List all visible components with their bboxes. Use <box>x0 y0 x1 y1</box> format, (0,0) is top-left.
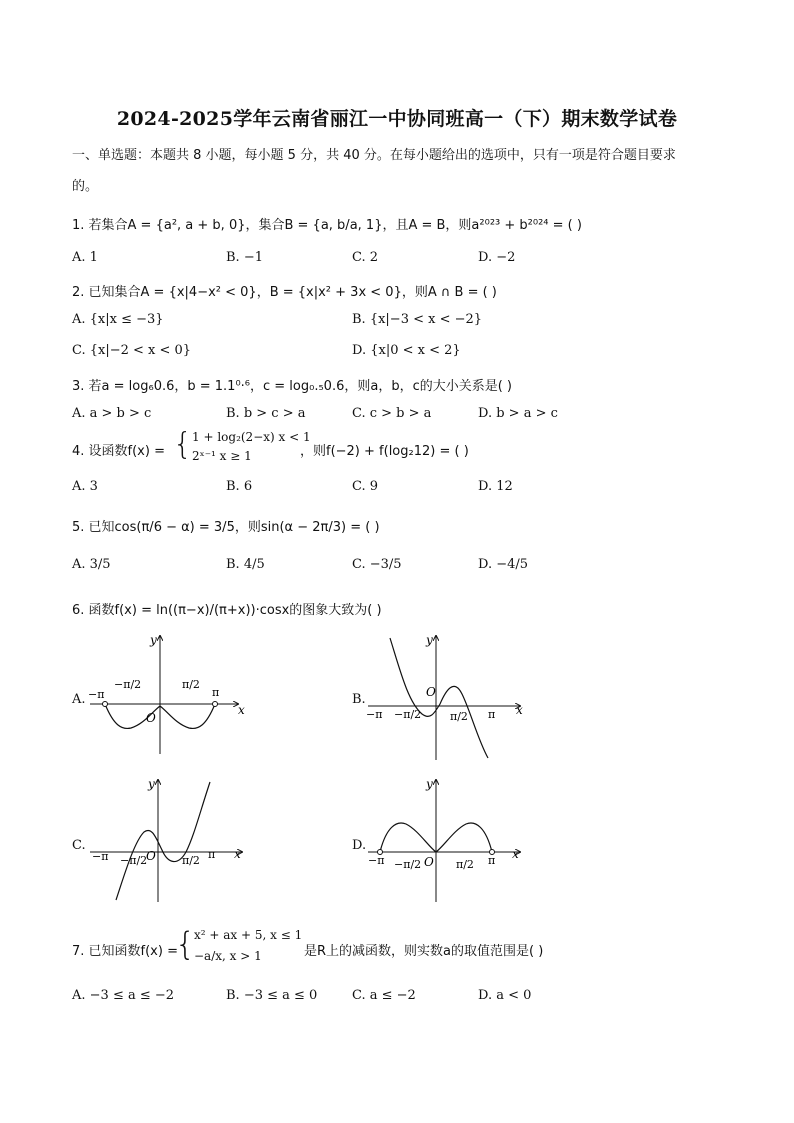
q3-option-b: B. b > c > a <box>226 406 306 421</box>
svg-text:y: y <box>426 633 433 647</box>
question-7-stem-suffix: 是R上的减函数，则实数a的取值范围是( ) <box>304 944 544 959</box>
graph-d <box>364 776 534 906</box>
q2-option-d: D. {x|0 < x < 2} <box>352 343 461 358</box>
section-heading-line1: 一、单选题：本题共 8 小题，每小题 5 分，共 40 分。在每小题给出的选项中，只有一项是符合题目要求 <box>72 148 676 163</box>
x-label: x <box>238 703 245 717</box>
svg-text:O: O <box>424 855 434 869</box>
q6-option-c-label: C. <box>72 838 86 853</box>
q1-option-b: B. −1 <box>226 250 263 265</box>
q7-case-2: −a/x, x > 1 <box>194 949 262 963</box>
page-title: 2024-2025学年云南省丽江一中协同班高一（下）期末数学试卷 <box>116 108 678 130</box>
question-6-stem: 6. 函数f(x) = ln((π−x)/(π+x))·cosx的图象大致为( ) <box>72 603 382 618</box>
q6-option-b-label: B. <box>352 692 366 707</box>
q3-option-a: A. a > b > c <box>72 406 152 421</box>
origin-label: O <box>146 711 156 725</box>
question-7-stem-prefix: 7. 已知函数f(x) = <box>72 944 178 959</box>
svg-text:−π/2: −π/2 <box>120 854 148 867</box>
svg-text:−π: −π <box>92 850 109 863</box>
q1-option-a: A. 1 <box>72 250 98 265</box>
q4-brace: { <box>173 427 193 462</box>
q1-option-c: C. 2 <box>352 250 379 265</box>
q7-option-d: D. a < 0 <box>478 988 532 1003</box>
q7-option-c: C. a ≤ −2 <box>352 988 416 1003</box>
svg-text:π: π <box>488 854 496 867</box>
svg-text:−π: −π <box>366 708 383 721</box>
q7-brace: { <box>175 925 196 963</box>
svg-text:x: x <box>512 847 519 861</box>
svg-text:−π: −π <box>368 854 385 867</box>
q5-option-d: D. −4/5 <box>478 557 529 572</box>
svg-text:π/2: π/2 <box>456 858 474 871</box>
q4-option-c: C. 9 <box>352 479 379 494</box>
svg-text:y: y <box>426 777 433 791</box>
q5-option-a: A. 3/5 <box>72 557 111 572</box>
q1-option-d: D. −2 <box>478 250 516 265</box>
svg-text:O: O <box>426 685 436 699</box>
q7-option-a: A. −3 ≤ a ≤ −2 <box>72 988 175 1003</box>
svg-text:π: π <box>488 708 496 721</box>
neg-half-pi-label: −π/2 <box>114 678 142 691</box>
question-4-stem-suffix: ，则f(−2) + f(log₂12) = ( ) <box>300 444 469 459</box>
q4-case-1: 1 + log₂(2−x) x < 1 <box>192 430 311 444</box>
q5-option-b: B. 4/5 <box>226 557 265 572</box>
half-pi-label: π/2 <box>182 678 200 691</box>
q2-option-b: B. {x|−3 < x < −2} <box>352 312 483 327</box>
q7-option-b: B. −3 ≤ a ≤ 0 <box>226 988 318 1003</box>
section-heading-line2: 的。 <box>72 179 99 194</box>
svg-text:−π/2: −π/2 <box>394 858 422 871</box>
q2-option-c: C. {x|−2 < x < 0} <box>72 343 192 358</box>
q4-option-d: D. 12 <box>478 479 513 494</box>
svg-text:x: x <box>234 847 241 861</box>
q3-option-d: D. b > a > c <box>478 406 558 421</box>
svg-text:−π/2: −π/2 <box>394 708 422 721</box>
question-3-stem: 3. 若a = log₆0.6，b = 1.1⁰·⁶，c = log₀.₅0.6，则a，b，c的大小关系是( ) <box>72 379 512 394</box>
pi-label: π <box>212 686 220 699</box>
svg-text:π/2: π/2 <box>182 854 200 867</box>
svg-text:π: π <box>208 848 216 861</box>
question-1-stem: 1. 若集合A = {a², a + b, 0}，集合B = {a, b/a, 1}，且A = B，则a²⁰²³ + b²⁰²⁴ = ( ) <box>72 218 582 233</box>
q2-option-a: A. {x|x ≤ −3} <box>72 312 164 327</box>
q3-option-c: C. c > b > a <box>352 406 432 421</box>
q6-option-d-label: D. <box>352 838 367 853</box>
svg-text:π/2: π/2 <box>450 710 468 723</box>
graph-c <box>86 776 256 906</box>
q5-option-c: C. −3/5 <box>352 557 402 572</box>
q4-option-a: A. 3 <box>72 479 98 494</box>
svg-text:y: y <box>148 777 155 791</box>
question-2-stem: 2. 已知集合A = {x|4−x² < 0}，B = {x|x² + 3x < 0}，则A ∩ B = ( ) <box>72 285 497 300</box>
question-4-stem-prefix: 4. 设函数f(x) = <box>72 444 165 459</box>
svg-text:x: x <box>516 703 523 717</box>
graph-b <box>364 630 534 765</box>
q4-option-b: B. 6 <box>226 479 253 494</box>
svg-text:O: O <box>146 849 156 863</box>
question-5-stem: 5. 已知cos(π/6 − α) = 3/5，则sin(α − 2π/3) = ( ) <box>72 520 380 535</box>
y-label: y <box>150 633 157 647</box>
q4-case-2: 2ˣ⁻¹ x ≥ 1 <box>192 449 252 463</box>
graph-a <box>86 630 256 760</box>
q6-option-a-label: A. <box>72 692 86 707</box>
neg-pi-label: −π <box>88 688 105 701</box>
q7-case-1: x² + ax + 5, x ≤ 1 <box>194 928 303 942</box>
